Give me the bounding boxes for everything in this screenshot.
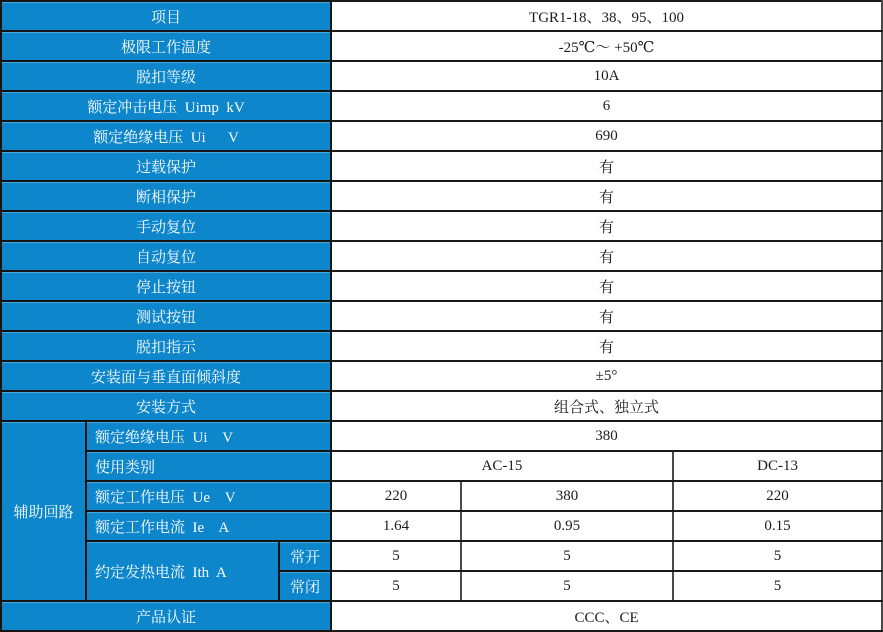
label-auto-reset: 自动复位 xyxy=(1,241,331,271)
row-trip-indication xyxy=(1,331,882,361)
value-phase-failure-protection: 有 xyxy=(331,181,882,211)
label-limit-working-temperature: 极限工作温度 xyxy=(1,31,331,61)
value-limit-working-temperature: -25℃～ +50℃ xyxy=(331,31,882,61)
label-trip-class: 脱扣等级 xyxy=(1,61,331,91)
value-auto-reset: 有 xyxy=(331,241,882,271)
label-trip-indication: 脱扣指示 xyxy=(1,331,331,361)
value-rated-operating-voltage-2: 380 xyxy=(461,481,673,511)
value-rated-operating-current-1: 1.64 xyxy=(331,511,461,541)
label-test-button: 测试按钮 xyxy=(1,301,331,331)
label-mounting-incline: 安装面与垂直面倾斜度 xyxy=(1,361,331,391)
row-rated-impulse-voltage xyxy=(1,91,882,121)
label-rated-operating-voltage: 额定工作电压 Ue V xyxy=(86,481,331,511)
value-overload-protection: 有 xyxy=(331,151,882,181)
label-rated-insulation-voltage: 额定绝缘电压 Ui V xyxy=(1,121,331,151)
value-rated-operating-voltage-3: 220 xyxy=(673,481,882,511)
row-usage-category xyxy=(1,451,882,481)
row-item xyxy=(1,1,882,31)
row-limit-working-temperature xyxy=(1,31,882,61)
row-rated-operating-voltage xyxy=(1,481,882,511)
value-test-button: 有 xyxy=(331,301,882,331)
value-trip-indication: 有 xyxy=(331,331,882,361)
label-auxiliary-circuit-group: 辅助回路 xyxy=(1,421,86,601)
value-thermal-no-1: 5 xyxy=(331,541,461,571)
row-phase-failure-protection xyxy=(1,181,882,211)
label-overload-protection: 过载保护 xyxy=(1,151,331,181)
value-usage-category-dc: DC-13 xyxy=(673,451,882,481)
value-mounting-type: 组合式、独立式 xyxy=(331,391,882,421)
label-manual-reset: 手动复位 xyxy=(1,211,331,241)
label-product-certification: 产品认证 xyxy=(1,601,331,631)
label-rated-operating-current: 额定工作电流 Ie A xyxy=(86,511,331,541)
label-rated-impulse-voltage: 额定冲击电压 Uimp kV xyxy=(1,91,331,121)
row-rated-operating-current xyxy=(1,511,882,541)
value-thermal-nc-1: 5 xyxy=(331,571,461,601)
row-stop-button xyxy=(1,271,882,301)
value-rated-operating-current-3: 0.15 xyxy=(673,511,882,541)
value-rated-insulation-voltage: 690 xyxy=(331,121,882,151)
row-rated-insulation-voltage xyxy=(1,121,882,151)
label-usage-category: 使用类别 xyxy=(86,451,331,481)
label-normally-closed: 常闭 xyxy=(279,571,331,601)
value-thermal-nc-3: 5 xyxy=(673,571,882,601)
value-usage-category-ac: AC-15 xyxy=(331,451,673,481)
row-thermal-current-no xyxy=(1,541,882,571)
label-aux-rated-insulation-voltage: 额定绝缘电压 Ui V xyxy=(86,421,331,451)
row-trip-class xyxy=(1,61,882,91)
row-overload-protection xyxy=(1,151,882,181)
label-phase-failure-protection: 断相保护 xyxy=(1,181,331,211)
label-conventional-thermal-current: 约定发热电流 Ith A xyxy=(86,541,279,601)
value-product-certification: CCC、CE xyxy=(331,601,882,631)
label-normally-open: 常开 xyxy=(279,541,331,571)
row-manual-reset xyxy=(1,211,882,241)
value-thermal-no-3: 5 xyxy=(673,541,882,571)
row-auto-reset xyxy=(1,241,882,271)
value-thermal-nc-2: 5 xyxy=(461,571,673,601)
label-stop-button: 停止按钮 xyxy=(1,271,331,301)
row-aux-insulation-voltage xyxy=(1,421,882,451)
value-stop-button: 有 xyxy=(331,271,882,301)
value-aux-rated-insulation-voltage: 380 xyxy=(331,421,882,451)
value-rated-operating-current-2: 0.95 xyxy=(461,511,673,541)
label-mounting-type: 安装方式 xyxy=(1,391,331,421)
row-product-certification xyxy=(1,601,882,631)
row-test-button xyxy=(1,301,882,331)
label-item: 项目 xyxy=(1,1,331,31)
value-model-series: TGR1-18、38、95、100 xyxy=(331,1,882,31)
value-trip-class: 10A xyxy=(331,61,882,91)
row-mounting-incline xyxy=(1,361,882,391)
value-rated-impulse-voltage: 6 xyxy=(331,91,882,121)
value-manual-reset: 有 xyxy=(331,211,882,241)
value-mounting-incline: ±5° xyxy=(331,361,882,391)
value-thermal-no-2: 5 xyxy=(461,541,673,571)
row-mounting-type xyxy=(1,391,882,421)
value-rated-operating-voltage-1: 220 xyxy=(331,481,461,511)
